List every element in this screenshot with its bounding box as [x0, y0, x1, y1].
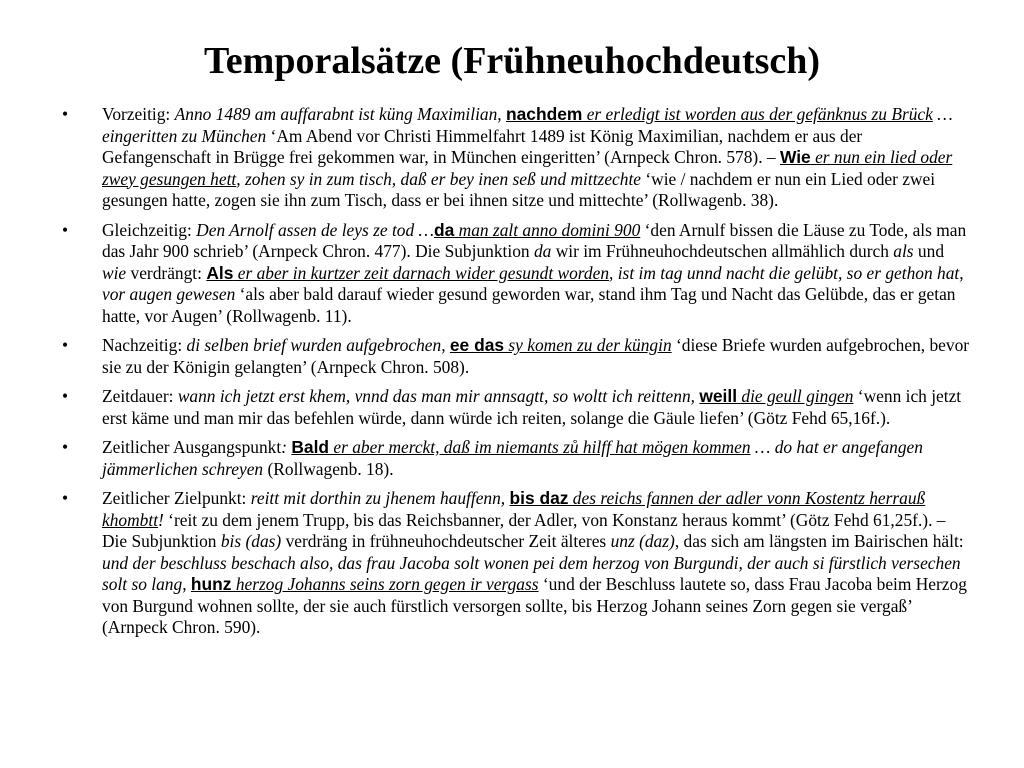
quote-segment: di selben brief wurden aufgebrochen,: [186, 335, 450, 355]
subjunction-keyword: da: [433, 219, 455, 240]
quote-segment: wie: [102, 262, 127, 283]
quote-segment: Anno 1489 am auffarabnt ist küng Maximilian,: [174, 104, 506, 124]
text-segment: ‘den Arnulf bissen die Läuse zu Tode, als man das Jahr 900 schrieb’ (Arnpeck Chron. 477). Die Subjunktion: [102, 219, 967, 261]
text-segment: ‘wenn ich jetzt erst käme und man mir das befehlen würde, dann würde ich reiten, solange die Gäule liefen’ (Götz Fehd 65,16f.).: [102, 386, 962, 428]
quote-segment: herzog Johanns seins zorn gegen ir vergass: [231, 574, 539, 594]
quote-segment: !: [158, 509, 169, 530]
subjunction-keyword: ee das: [449, 335, 505, 355]
bullet-icon: •: [62, 437, 69, 457]
bullet-item-zeitdauer: [62, 386, 972, 429]
quote-segment: als: [893, 241, 914, 261]
quote-segment: , ist im tag unnd nacht die gelübt, so er gethon hat, vor augen gewesen: [102, 262, 964, 304]
subjunction-keyword: nachdem: [506, 104, 583, 124]
quote-segment: bis (das): [220, 531, 282, 551]
bullet-list: [62, 104, 972, 647]
text-segment: ‘reit zu dem jenem Trupp, bis das Reichsbanner, der Adler, von Konstanz heraus kommt’ (Götz Fehd 61,25f.). – Die Subjunktion: [102, 509, 946, 551]
text-segment: , das sich am längsten im Bairischen hält:: [674, 531, 964, 551]
text-segment: Zeitlicher Zielpunkt:: [102, 488, 251, 508]
text-segment: (Rollwagenb. 18).: [263, 458, 394, 479]
bullet-icon: •: [62, 488, 69, 508]
text-segment: wir im Frühneuhochdeutschen allmählich durch: [551, 241, 894, 261]
text-segment: Vorzeitig:: [102, 104, 175, 124]
subjunction-keyword: Bald: [291, 437, 330, 457]
subjunction-keyword: hunz: [190, 574, 232, 594]
subjunction-keyword: Wie: [779, 147, 811, 167]
quote-segment: die geull gingen: [737, 386, 854, 406]
quote-segment: wann ich jetzt erst khem, vnnd das man mir annsagtt, so woltt ich reittenn,: [177, 386, 700, 406]
text-segment: Zeitlicher Ausgangspunkt: [102, 437, 282, 457]
bullet-icon: •: [62, 335, 69, 355]
quote-segment: unz (daz): [610, 531, 675, 551]
quote-segment: reitt mit dorthin zu jhenem hauffenn,: [250, 488, 510, 508]
text-segment: ‘als aber bald darauf wieder gesund geworden war, stand ihm Tag und Nacht das Gelübde, das er getan hatte, vor Augen’ (Rollwagenb. 11).: [102, 284, 956, 326]
quote-segment: da: [533, 241, 552, 261]
subjunction-keyword: weill: [699, 386, 738, 406]
quote-segment: :: [281, 437, 292, 457]
text-segment: ‘wie / nachdem er nun ein Lied oder zwei gesungen hatte, zogen sie ihn zum Tisch, dass er bei ihnen sitze und mittechte’ (Rollwagenb. 38).: [102, 168, 936, 210]
text-segment: und: [913, 241, 945, 261]
quote-segment: , zohen sy in zum tisch, daß er bey inen seß und mittzechte: [236, 168, 642, 189]
bullet-icon: •: [62, 219, 69, 240]
text-segment: verdräng in frühneuhochdeutscher Zeit älteres: [281, 531, 611, 551]
bullet-item-gleichzeitig: [62, 220, 972, 328]
quote-segment: … eingeritten zu München: [102, 104, 953, 146]
text-segment: ‘diese Briefe wurden aufgebrochen, bevor sie zu der Königin gelangten’ (Arnpeck Chron. 508).: [102, 335, 970, 377]
subjunction-keyword: bis daz: [509, 488, 569, 508]
quote-segment: Den Arnolf assen de leys ze tod …: [196, 219, 434, 240]
quote-segment: er aber in kurtzer zeit darnach wider gesundt worden: [233, 262, 610, 283]
text-segment: verdrängt:: [126, 262, 207, 283]
text-segment: ‘und der Beschluss lautete so, dass Frau Jacoba beim Herzog von Burgund wohnen sollte, der sie auch fürstlich versorgen sollte, bis Herzog Johann seines Zorn gegen sie vergaß’ (Arnpeck Chron. 590).: [102, 574, 967, 637]
bullet-icon: •: [62, 104, 69, 124]
quote-segment: er erledigt ist worden aus der gefänknus zu Brück: [582, 104, 933, 124]
quote-segment: er nun ein lied oder zwey gesungen hett: [102, 147, 953, 189]
bullet-item-vorzeitig: [62, 104, 972, 212]
bullet-item-zielpunkt: [62, 488, 972, 639]
quote-segment: und der beschluss beschach also, das frau Jacoba solt wonen pei dem herzog von Burgundi, der auch si fürstlich versechen solt so lang,: [102, 552, 961, 594]
text-segment: ‘Am Abend vor Christi Himmelfahrt 1489 ist König Maximilian, nachdem er aus der Gefangenschaft in Brügge frei gekommen war, in München eingeritten’ (Arnpeck Chron. 578). –: [102, 125, 863, 167]
quote-segment: … do hat er angefangen jämmerlichen schreyen: [102, 437, 923, 479]
bullet-item-nachzeitig: [62, 335, 972, 378]
quote-segment: er aber merckt, daß im niemants zů hilff hat mögen kommen: [329, 437, 751, 457]
subjunction-keyword: Als: [206, 262, 234, 283]
bullet-item-ausgangspunkt: [62, 437, 972, 480]
quote-segment: des reichs fannen der adler vonn Kostentz herrauß khombtt: [102, 488, 926, 530]
bullet-icon: •: [62, 386, 69, 406]
quote-segment: sy komen zu der küngin: [504, 335, 672, 355]
quote-segment: man zalt anno domini 900: [454, 219, 641, 240]
text-segment: Zeitdauer:: [102, 386, 178, 406]
text-segment: Nachzeitig:: [102, 335, 187, 355]
slide-title: Temporalsätze (Frühneuhochdeutsch): [203, 40, 821, 82]
text-segment: Gleichzeitig:: [102, 219, 197, 240]
